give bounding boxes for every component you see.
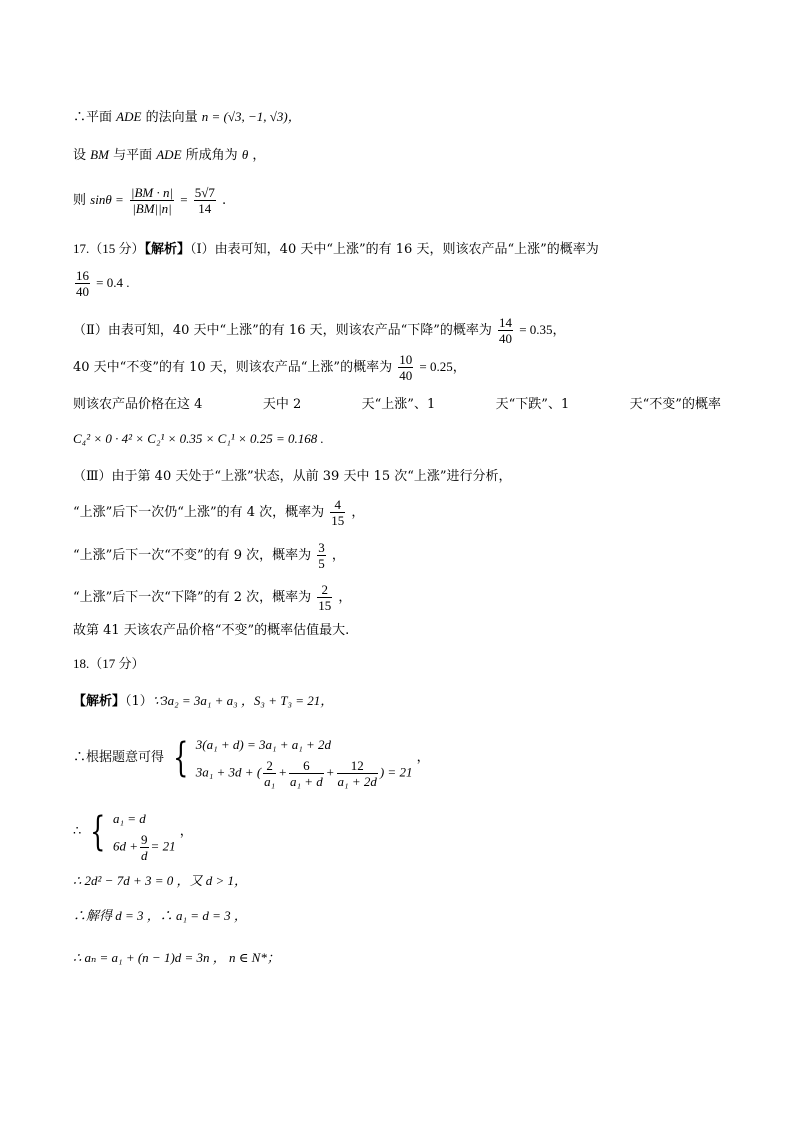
text: 则 [73, 193, 87, 208]
q17-part3-line2 [73, 496, 364, 530]
math: = [180, 192, 188, 207]
math: ∴解得 d = 3 ，∴ a₁ = d = 3 ， [73, 908, 247, 923]
text: ， [416, 750, 430, 765]
equation-system [113, 806, 176, 863]
text: 故第 41 天该农产品价格“不变”的概率估值最大. [73, 623, 350, 638]
text: “上涨”后下一次“下降”的有 2 次，概率为 [73, 590, 312, 605]
text: 则该农产品价格在这 4 [73, 397, 203, 412]
q17-part2-line2 [73, 350, 466, 385]
q17-part2-line1 [73, 313, 566, 348]
analysis-label: 【解析】 [73, 694, 126, 709]
q17-heading [73, 239, 599, 260]
text: 设 [73, 148, 87, 163]
text: “上涨”后下一次仍“上涨”的有 4 次，概率为 [73, 505, 325, 520]
math: C₄² × 0 · 4² × C₂¹ × 0.35 × C₁¹ × 0.25 = 0.168 . [73, 431, 324, 446]
text: 所成角为 [185, 148, 238, 163]
q18-analysis-line [73, 691, 333, 712]
q18-heading [73, 654, 145, 675]
math: θ [241, 147, 249, 162]
equation-row: a₁ = d [113, 810, 146, 826]
q17-part3-line3 [73, 539, 345, 573]
q17-conclusion [73, 621, 349, 641]
q17-part2-line3 [73, 395, 721, 415]
math: = 0.25， [419, 359, 466, 374]
text: “上涨”后下一次“不变”的有 9 次，概率为 [73, 548, 312, 563]
question-number: 18.（17 分） [73, 656, 145, 671]
math: BM [90, 147, 109, 162]
text: （Ⅰ）由表可知，40 天中“上涨”的有 16 天，则该农产品“上涨”的概率为 [190, 242, 599, 257]
angle-def-line [73, 145, 265, 166]
normal-vector-line [73, 107, 301, 128]
text: ， [179, 824, 193, 839]
left-brace-icon: { [90, 808, 106, 855]
equation-row: 3a₁ + 3d + ( $\frac{2}{\text{a₁}}$ + $\frac{6}{\text{a₁ + d}}$ + $\frac{12}{\text{a₁ + 2d}}$ ) = 21 [195, 757, 413, 789]
sin-theta-line [73, 183, 226, 218]
q17-part1-result [73, 266, 129, 301]
math: n = (√3, −1, √3)， [201, 109, 301, 124]
q18-quadratic [73, 871, 247, 891]
analysis-label: 【解析】 [144, 242, 191, 257]
fraction: $\frac{5√7}{14}$ [194, 185, 215, 216]
text: ， [252, 148, 266, 163]
question-number: 17.（15 分） [73, 241, 145, 256]
math: ∵3a₂ = 3a₁ + a₃ ，S₃ + T₃ = 21， [152, 693, 334, 708]
equation-row: 3(a₁ + d) = 3a₁ + a₁ + 2d [195, 736, 332, 752]
q17-part2-formula [73, 429, 324, 449]
text: ∴ [73, 824, 82, 839]
fraction: $\frac{2}{15}$ [318, 582, 332, 613]
equation-row: 6d + $\frac{9}{d}$ = 21 [113, 831, 176, 863]
fraction: $\frac{3}{5}$ [318, 540, 325, 571]
text: （Ⅲ）由于第 40 天处于“上涨”状态，从前 39 天中 15 次“上涨”进行分析， [73, 469, 512, 484]
math: ADE [156, 147, 182, 162]
q18-solve [73, 906, 247, 926]
q18-system-1 [73, 728, 430, 788]
text: ， [331, 548, 345, 563]
text: 天中 2 [262, 397, 302, 412]
text: ∴平面 [73, 110, 113, 125]
math: ∴ aₙ = a₁ + (n − 1)d = 3n ， n ∈ N*； [73, 950, 280, 965]
text: ， [338, 590, 352, 605]
text: 天“不变”的概率 [629, 397, 721, 412]
math: sinθ = [90, 192, 124, 207]
text: 40 天中“不变”的有 10 天，则该农产品“上涨”的概率为 [73, 360, 393, 375]
text: （1） [125, 694, 153, 709]
math: ∴ 2d² − 7d + 3 = 0 ，又 d > 1， [73, 873, 248, 888]
equation-system [195, 732, 413, 789]
text: 的法向量 [145, 110, 198, 125]
fraction: $\frac{10}{40}$ [399, 352, 413, 383]
q17-part3-line1 [73, 467, 512, 487]
math: = 0.4 . [96, 275, 130, 290]
math: ADE [116, 109, 142, 124]
fraction: $\frac{14}{40}$ [499, 315, 513, 346]
text: （Ⅱ）由表可知，40 天中“上涨”的有 16 天，则该农产品“下降”的概率为 [73, 323, 492, 338]
text: 天“上涨”、1 [361, 397, 436, 412]
text: 与平面 [113, 148, 153, 163]
text: ， [351, 505, 365, 520]
left-brace-icon: { [173, 734, 189, 781]
text: . [221, 193, 227, 208]
q18-general-term [73, 948, 280, 968]
math: = 0.35， [519, 322, 566, 337]
q18-system-2 [73, 802, 193, 862]
text: ∴根据题意可得 [73, 750, 165, 765]
q17-part3-line4 [73, 581, 351, 615]
text: 天“下跌”、1 [495, 397, 570, 412]
fraction: $\frac{4}{15}$ [331, 497, 345, 528]
fraction: $\frac{|BM \cdot n|}{|BM||n|}$ [130, 185, 174, 216]
fraction: $\frac{16}{40}$ [76, 268, 89, 299]
